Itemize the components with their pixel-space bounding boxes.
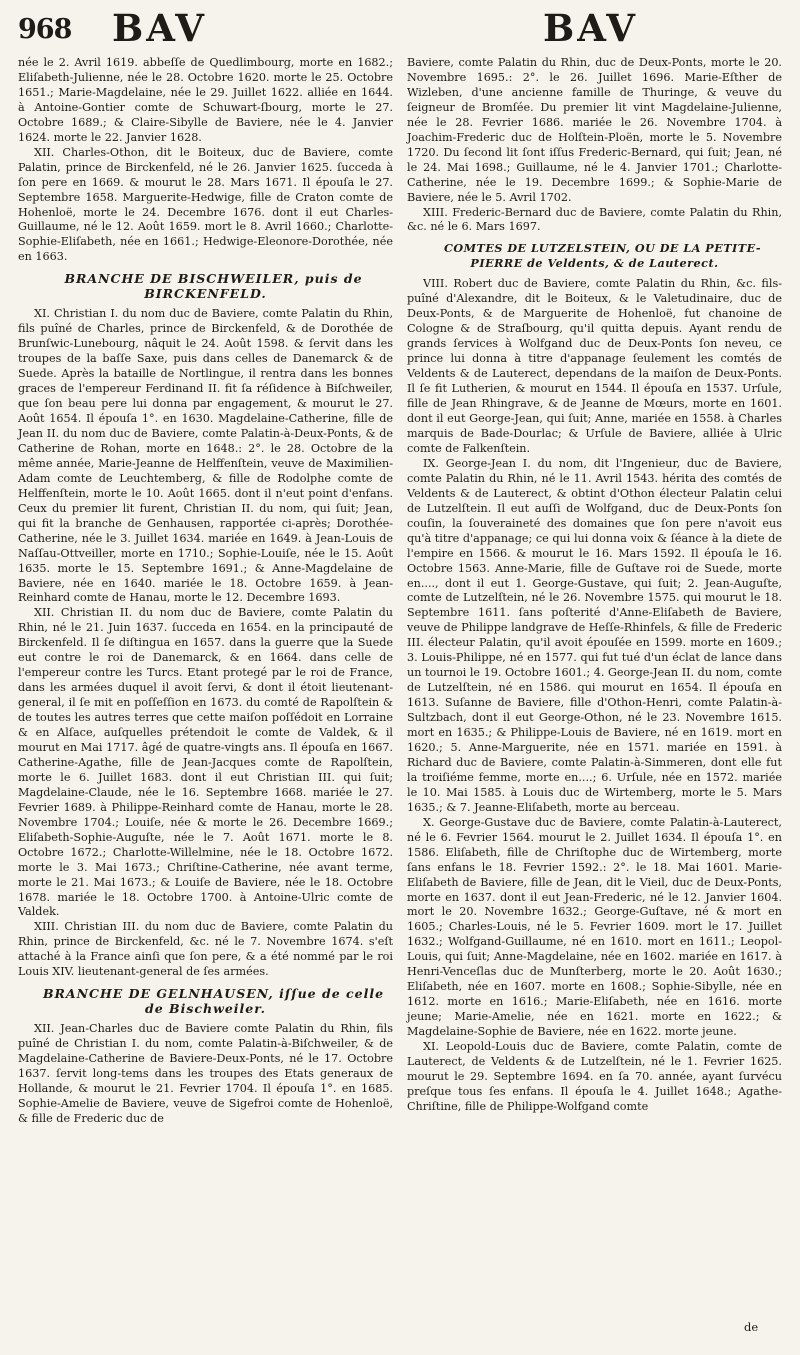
paragraph: née le 2. Avril 1619. abbeſſe de Quedlimbourg, morte en 1682.; Eliſabeth-Julienne, née le 28. Octobre 1620. morte le 25. Octobre 1651.; Marie-Magdelaine, née le 29. Juillet 1622. alliée en 1644. à Antoine-Gontier comte de Schuwart-ſbourg, morte le 27. Octobre 1689.; & Claire-Sibylle de Baviere, née le 4. Janvier 1624. morte le 22. Janvier 1628. [18,56,393,144]
page-number: 968 [18,14,72,45]
paragraph: XIII. Christian III. du nom duc de Baviere, comte Palatin du Rhin, prince de Birckenfeld, &c. né le 7. Novembre 1674. s'eſt attaché à la France ainſi que ſon pere, & a été nommé par le roi Louis XIV. lieutenant-general de ſes armées. [18,920,393,979]
paragraph: XI. Leopold-Louis duc de Baviere, comte Palatin, comte de Lauterect, de Veldents & de Lutzelſtein, né le 1. Fevrier 1625. mourut le 29. Septembre 1694. en ſa 70. année, ayant ſurvécu preſque tous ſes enfans. Il épouſa le 4. Juillet 1648.; Agathe-Chriſtine, fille de Philippe-Wolfgand comte [407,1040,782,1113]
section-heading: BRANCHE DE GELNHAUSEN, iſſue de celle de Bischweiler. [42,986,385,1017]
running-head-right: BAV [543,6,638,50]
paragraph: VIII. Robert duc de Baviere, comte Palatin du Rhin, &c. fils-puîné d'Alexandre, dit le Boiteux, & le Valetudinaire, duc de Deux-Ponts, & de Marguerite de Hohenloë, fut chanoine de Cologne & de Straſbourg, qu'il quitta depuis. Ayant rendu de grands ſervices à Wolfgand duc de Deux-Ponts ſon neveu, ce prince lui donna à titre d'appanage ſeulement les comtés de Veldents & de Lauterect, dependans de la maiſon de Deux-Ponts. Il ſe fit Lutherien, & mourut en 1544. Il épouſa en 1537. Urſule, fille de Jean Rhingrave, & de Jeanne de Mœurs, morte en 1601. dont il eut George-Jean, qui ſuit; Anne, mariée en 1558. à Charles marquis de Bade-Dourlac; & Urſule de Baviere, alliée à Ulric comte de Falkenſtein. [407,277,782,455]
left-column [18,56,393,1127]
paragraph: XIII. Frederic-Bernard duc de Baviere, comte Palatin du Rhin, &c. né le 6. Mars 1697. [407,205,782,234]
paragraph: IX. George-Jean I. du nom, dit l'Ingenieur, duc de Baviere, comte Palatin du Rhin, né le 11. Avril 1543. hérita des comtés de Veldents & de Lauterect, & obtint d'Othon électeur Palatin celui de Lutzelſtein. Il eut auſſi de Wolfgand, duc de Deux-Ponts ſon couſin, la ſouveraineté des domaines que ſon pere n'avoit eus qu'à titre d'appanage; ce qui lui donna voix & ſéance à la diete de l'empire en 1566. & mourut le 16. Mars 1592. Il épouſa le 16. Octobre 1563. Anne-Marie, fille de Guſtave roi de Suede, morte en...., dont il eut 1. George-Gustave, qui ſuit; 2. Jean-Auguſte, comte de Lutzelſtein, né le 26. Novembre 1575. qui mourut le 18. Septembre 1611. ſans poſterité d'Anne-Eliſabeth de Baviere, veuve de Philippe landgrave de Heſſe-Rhinfels, & fille de Frederic III. électeur Palatin, qu'il avoit épouſée en 1599. morte en 1609.; 3. Louis-Philippe, né en 1577. qui fut tué d'un éclat de lance dans un tournoi le 19. Octobre 1601.; 4. George-Jean II. du nom, comte de Lutzelſtein, né en 1586. qui mourut en 1654. Il épouſa en 1613. Suſanne de Baviere, fille d'Othon-Henri, comte Palatin-à-Sultzbach, dont il eut George-Othon, né le 23. Novembre 1615. mort en 1635.; & Philippe-Louis de Baviere, né en 1619. mort en 1620.; 5. Anne-Marguerite, née en 1571. mariée en 1591. à Richard duc de Baviere, comte Palatin-à-Simmeren, dont elle fut la troiſiéme femme, morte en....; 6. Urſule, née en 1572. mariée le 10. Mai 1585. à Louis duc de Wirtemberg, morte le 5. Mars 1635.; & 7. Jeanne-Eliſabeth, morte au berceau. [407,456,782,814]
paragraph: XI. Christian I. du nom duc de Baviere, comte Palatin du Rhin, fils puîné de Charles, prince de Birckenfeld, & de Dorothée de Brunſwic-Lunebourg, nâquit le 24. Août 1598. & ſervit dans les troupes de la baſſe Saxe, puis dans celles de Danemarck & de Suede. Après la bataille de Nortlingue, il rentra dans les bonnes graces de l'empereur Ferdinand II. fit ſa réſidence à Biſchweiler, que ſon beau pere lui donna par engagement, & mourut le 27. Août 1654. Il épouſa 1°. en 1630. Magdelaine-Catherine, fille de Jean II. du nom duc de Baviere, comte Palatin-à-Deux-Ponts, & de Catherine de Rohan, morte en 1648.: 2°. le 28. Octobre de la même année, Marie-Jeanne de Helffenſtein, veuve de Maximilien-Adam comte de Leuchtemberg, & fille de Rodolphe comte de Helffenſtein, morte le 10. Août 1665. dont il n'eut point d'enfans. Ceux du premier lit furent, Christian II. du nom, qui ſuit; Jean, qui fit la branche de Genhausen, rapportée ci-après; Dorothée-Catherine, née le 3. Juillet 1634. mariée en 1649. à Jean-Louis de Naſſau-Ottveiller, morte en 1710.; Sophie-Louiſe, née le 15. Août 1635. morte le 15. Septembre 1691.; & Anne-Magdelaine de Baviere, née en 1640. mariée le 18. Octobre 1659. à Jean-Reinhard comte de Hanau, morte le 12. Decembre 1693. [18,307,393,605]
page-header [0,0,800,58]
section-heading: COMTES DE LUTZELSTEIN, OU DE LA PETITE-PIERRE de Veldents, & de Lauterect. [443,241,761,271]
paragraph: XII. Jean-Charles duc de Baviere comte Palatin du Rhin, fils puîné de Christian I. du nom, comte Palatin-à-Biſchweiler, & de Magdelaine-Catherine de Baviere-Deux-Ponts, né le 17. Octobre 1637. ſervit long-tems dans les troupes des Etats generaux de Hollande, & mourut le 21. Fevrier 1704. Il épouſa 1°. en 1685. Sophie-Amelie de Baviere, veuve de Sigefroi comte de Hohenloë, & fille de Frederic duc de [18,1022,393,1125]
running-head-left: BAV [112,6,207,50]
paragraph: Baviere, comte Palatin du Rhin, duc de Deux-Ponts, morte le 20. Novembre 1695.: 2°. le 26. Juillet 1696. Marie-Eſther de Wizleben, d'une ancienne famille de Thuringe, & veuve du ſeigneur de Bromſée. Du premier lit vint Magdelaine-Julienne, née le 28. Fevrier 1686. mariée le 26. Novembre 1704. à Joachim-Frederic duc de Holſtein-Ploën, morte le 5. Novembre 1720. Du ſecond lit ſont iſſus Frederic-Bernard, qui ſuit; Jean, né le 24. Mai 1698.; Guillaume, né le 4. Janvier 1701.; Charlotte-Catherine, née le 19. Decembre 1699.; & Sophie-Marie de Baviere, née le 5. Avril 1702. [407,56,782,204]
section-heading: BRANCHE DE BISCHWEILER, puis de BIRCKENFELD. [64,271,363,302]
right-column [407,56,782,1115]
paragraph: X. George-Gustave duc de Baviere, comte Palatin-à-Lauterect, né le 6. Fevrier 1564. mourut le 2. Juillet 1634. Il épouſa 1°. en 1586. Eliſabeth, fille de Chriſtophe duc de Wirtemberg, morte ſans enfans le 18. Fevrier 1592.: 2°. le 18. Mai 1601. Marie-Eliſabeth de Baviere, fille de Jean, dit le Vieil, duc de Deux-Ponts, morte en 1637. dont il eut Jean-Frederic, né le 12. Janvier 1604. mort le 20. Novembre 1632.; George-Guſtave, né & mort en 1605.; Charles-Louis, né le 5. Fevrier 1609. mort le 17. Juillet 1632.; Wolfgand-Guillaume, né en 1610. mort en 1611.; Leopol-Louis, qui ſuit; Anne-Magdelaine, née en 1602. mariée en 1617. à Henri-Venceſlas duc de Munſterberg, morte le 20. Août 1630.; Eliſabeth, née en 1607. morte en 1608.; Sophie-Sibylle, née en 1612. morte en 1616.; Marie-Eliſabeth, née en 1616. morte jeune; Marie-Amelie, née en 1621. morte en 1622.; & Magdelaine-Sophie de Baviere, née en 1622. morte jeune. [407,815,782,1039]
paragraph: XII. Charles-Othon, dit le Boiteux, duc de Baviere, comte Palatin, prince de Birckenfeld, né le 26. Janvier 1625. ſucceda à ſon pere en 1669. & mourut le 28. Mars 1671. Il épouſa le 27. Septembre 1658. Marguerite-Hedwige, fille de Craton comte de Hohenloë, morte le 24. Decembre 1676. dont il eut Charles-Guillaume, né le 12. Août 1659. mort le 8. Avril 1660.; Charlotte-Sophie-Eliſabeth, née en 1661.; Hedwige-Eleonore-Dorothée, née en 1663. [18,145,393,264]
paragraph: XII. Christian II. du nom duc de Baviere, comte Palatin du Rhin, né le 21. Juin 1637. ſucceda en 1654. en la principauté de Birckenfeld. Il ſe diſtingua en 1657. dans la guerre que la Suede eut contre le roi de Danemarck, & en 1664. dans celle de l'empereur contre les Turcs. Etant protegé par le roi de France, dans les armées duquel il avoit ſervi, & dont il étoit lieutenant-general, il ſe mit en poſſeſſion en 1673. du comté de Rapolſtein & de toutes les autres terres que cette maiſon poſſédoit en Lorraine & en Alſace, auſquelles prétendoit le comte de Valdek, & il mourut en Mai 1717. âgé de quatre-vingts ans. Il épouſa en 1667. Catherine-Agathe, fille de Jean-Jacques comte de Rapolſtein, morte le 6. Juillet 1683. dont il eut Christian III. qui ſuit; Magdelaine-Claude, née le 16. Septembre 1668. mariée le 27. Fevrier 1689. à Philippe-Reinhard comte de Hanau, morte le 28. Novembre 1704.; Louiſe, née & morte le 26. Decembre 1669.; Eliſabeth-Sophie-Auguſte, née le 7. Août 1671. morte le 8. Octobre 1672.; Charlotte-Willelmine, née le 18. Octobre 1672. morte le 3. Mai 1673.; Chriſtine-Catherine, née avant terme, morte le 21. Mai 1673.; & Louiſe de Baviere, née le 18. Octobre 1678. mariée le 18. Octobre 1700. à Antoine-Ulric comte de Valdek. [18,606,393,919]
catchword: de [744,1320,759,1334]
